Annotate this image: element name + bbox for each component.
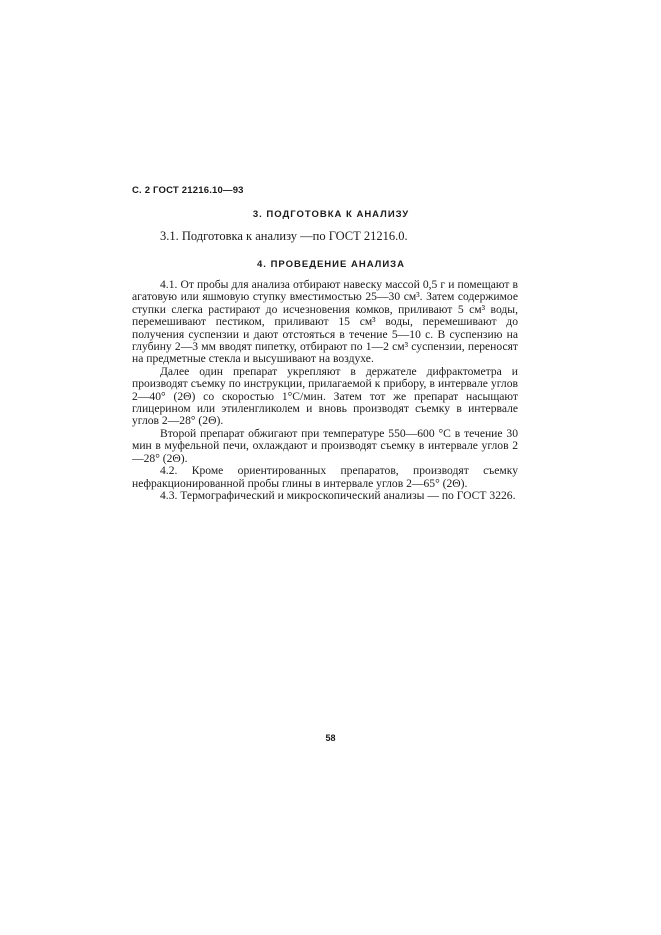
running-header: С. 2 ГОСТ 21216.10—93 <box>132 185 244 196</box>
paragraph-4-3: 4.3. Термографический и микроскопический анализы — по ГОСТ 3226. <box>160 488 516 502</box>
paragraph-diffractometer: Далее один препарат укрепляют в держателе дифрактометра и производят съемку по инструкции, прилагаемой к прибору, в интервале углов 2—40° (2Θ) со скоростью 1°С/мин. Затем тот же препарат насыщают глицерином или этиленгликолем и вновь производят съемку в интервале углов 2—28° (2Θ). <box>132 364 518 428</box>
paragraph-4-2: 4.2. Кроме ориентированных препаратов, производят съемку нефракционированной пробы глины в интервале углов 2—65° (2Θ). <box>132 464 518 490</box>
page-number: 58 <box>325 733 336 743</box>
paragraph-second-sample: Второй препарат обжигают при температуре 550—600 °С в течение 30 мин в муфельной печи, охлаждают и производят съемку в интервале углов 2—28° (2Θ). <box>132 426 518 465</box>
section-4-title: 4. ПРОВЕДЕНИЕ АНАЛИЗА <box>257 259 405 270</box>
paragraph-4-1: 4.1. От пробы для анализа отбирают навеску массой 0,5 г и помещают в агатовую или яшмовую ступку вместимостью 25—30 см³. Затем содержимое ступки слегка растирают до исчезновения комков, приливают 5 см³ воды, перемешивают пестиком, приливают 15 см³ воды, перемешивают до получения суспензии и дают отстояться в течение 5—10 с. В суспензию на глубину 2—3 мм вводят пипетку, отбирают по 1—2 см³ суспензии, переносят на предметные стекла и высушивают на воздухе. <box>132 278 518 366</box>
section-4-body <box>132 279 518 502</box>
section-3-text: 3.1. Подготовка к анализу —по ГОСТ 21216.0. <box>160 229 408 243</box>
section-3-title: 3. ПОДГОТОВКА К АНАЛИЗУ <box>252 209 410 220</box>
